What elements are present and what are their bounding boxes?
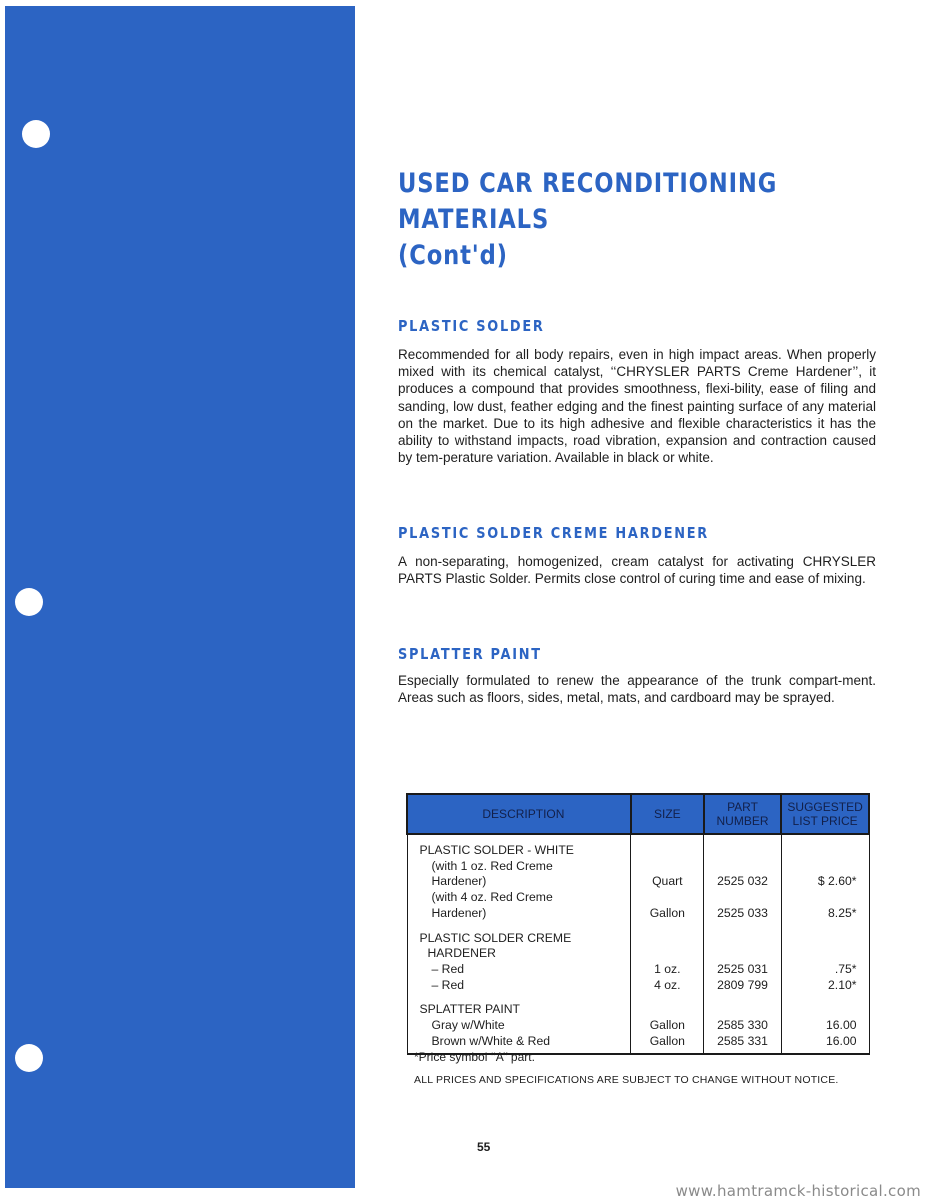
page-title-line1: USED CAR RECONDITIONING MATERIALS — [398, 168, 778, 235]
description-line: PLASTIC SOLDER - WHITE — [419, 843, 574, 857]
size-value: Gallon — [649, 1017, 685, 1032]
price-value — [782, 1002, 857, 1018]
part-number-value: 2809 799 — [717, 977, 768, 992]
section-body-splatter-paint: Especially formulated to renew the appearance of the trunk compart-ment. Areas such as floors, sides, metal, mats, and cardboard may be sprayed. — [398, 673, 876, 706]
size-value — [631, 930, 703, 946]
description-line: (with 4 oz. Red Creme — [431, 890, 553, 905]
description-line: – Red — [431, 977, 465, 992]
header-size: SIZE — [631, 794, 704, 834]
section-body-creme-hardener: A non-separating, homogenized, cream catalyst for activating CHRYSLER PARTS Plastic Solder. Permits close control of curing time and ease of mixing. — [398, 554, 876, 587]
price-value — [782, 946, 857, 962]
size-value: 4 oz. — [654, 977, 681, 992]
description-line: SPLATTER PAINT — [419, 1002, 520, 1017]
page-title-line2: (Cont'd) — [398, 240, 508, 271]
group-gap — [420, 993, 631, 1002]
size-value — [631, 843, 703, 859]
group-gap — [704, 993, 780, 1002]
size-value — [631, 1002, 703, 1018]
blue-side-panel — [5, 6, 355, 1188]
size-cell — [631, 834, 704, 1054]
description-line: Hardener) — [431, 905, 487, 920]
size-value — [631, 946, 703, 962]
part-number-cell — [704, 834, 781, 1054]
group-gap — [420, 922, 631, 931]
price-value: 2.10* — [828, 977, 857, 992]
section-heading-plastic-solder: PLASTIC SOLDER — [398, 317, 545, 335]
size-value: 1 oz. — [654, 961, 681, 976]
description-line: Gray w/White — [431, 1018, 505, 1033]
binder-hole-middle — [15, 588, 43, 616]
header-description: DESCRIPTION — [407, 794, 631, 834]
part-number-value — [704, 946, 780, 962]
price-value — [782, 930, 857, 946]
group-gap — [704, 921, 780, 930]
description-line: – Red — [431, 961, 465, 976]
group-gap — [782, 921, 857, 930]
group-gap — [631, 921, 703, 930]
table-row — [407, 834, 869, 1054]
part-number-value: 2525 033 — [717, 905, 768, 920]
part-number-value — [704, 843, 780, 859]
header-list-price: SUGGESTED LIST PRICE — [781, 794, 869, 834]
description-cell — [407, 834, 631, 1054]
parts-price-table — [406, 793, 870, 1055]
part-number-value — [704, 859, 780, 875]
price-value — [782, 859, 857, 875]
part-number-value — [704, 1002, 780, 1018]
price-value: 16.00 — [826, 1017, 857, 1032]
part-number-value: 2585 331 — [717, 1033, 768, 1048]
price-value — [782, 890, 857, 906]
header-part-number: PART NUMBER — [704, 794, 781, 834]
binder-hole-bottom — [15, 1044, 43, 1072]
part-number-value: 2525 032 — [717, 874, 768, 889]
size-value: Gallon — [649, 905, 685, 920]
table-header-row — [407, 794, 869, 834]
binder-hole-top — [22, 120, 50, 148]
description-line: PLASTIC SOLDER CREME — [419, 930, 572, 945]
price-footnote: *Price symbol ‘‘A’’ part. — [414, 1050, 535, 1064]
description-line: Hardener) — [431, 874, 487, 889]
page-title — [398, 166, 868, 274]
size-value — [631, 890, 703, 906]
price-cell — [781, 834, 869, 1054]
section-body-plastic-solder: Recommended for all body repairs, even in high impact areas. When properly mixed with its chemical catalyst, ‘‘CHRYSLER PARTS Creme Hardener’’, it produces a compound that provides smoothness, flexi-bility, ease of filing and sanding, low dust, feather edging and the finest painting surface of any material on the market. Due to its high adhesive and flexible characteristics it has the ability to withstand impacts, road vibration, expansion and contraction caused by tem-perature variation. Available in black or white. — [398, 347, 876, 466]
disclaimer: ALL PRICES AND SPECIFICATIONS ARE SUBJECT TO CHANGE WITHOUT NOTICE. — [414, 1074, 839, 1086]
size-value: Gallon — [649, 1033, 685, 1048]
part-number-value: 2525 031 — [717, 961, 768, 976]
price-value — [782, 843, 857, 859]
size-value: Quart — [652, 874, 683, 889]
price-value: 16.00 — [826, 1033, 857, 1048]
description-line: Brown w/White & Red — [431, 1033, 551, 1048]
part-number-value — [704, 930, 780, 946]
price-value: 8.25* — [828, 905, 857, 920]
watermark: www.hamtramck-historical.com — [675, 1182, 921, 1200]
price-value: .75* — [834, 961, 857, 976]
part-number-value — [704, 890, 780, 906]
size-value — [631, 859, 703, 875]
section-heading-splatter-paint: SPLATTER PAINT — [398, 645, 542, 663]
description-line: (with 1 oz. Red Creme — [431, 858, 553, 873]
page-number: 55 — [477, 1140, 491, 1154]
group-gap — [782, 993, 857, 1002]
description-line: HARDENER — [427, 946, 496, 961]
price-value: $ 2.60* — [817, 874, 857, 889]
part-number-value: 2585 330 — [717, 1017, 768, 1032]
section-heading-creme-hardener: PLASTIC SOLDER CREME HARDENER — [398, 524, 709, 542]
group-gap — [631, 993, 703, 1002]
